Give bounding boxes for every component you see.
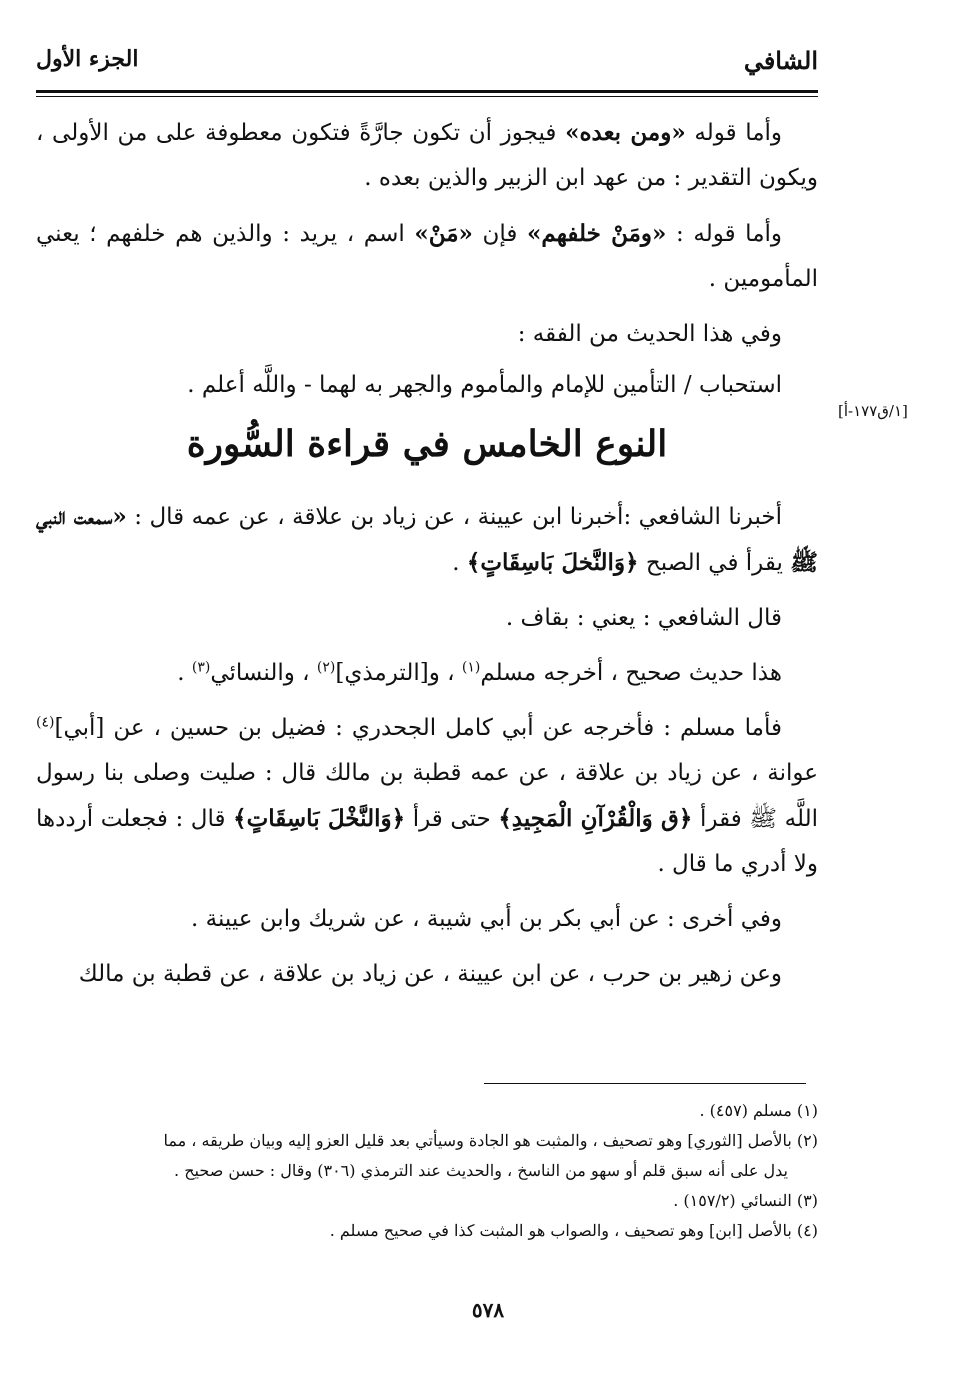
footnote-2-line-2: يدل على أنه سبق قلم أو سهو من الناسخ ، والحديث عند الترمذي (٣٠٦) وقال : حسن صحيح . bbox=[174, 1161, 788, 1180]
section-title: النوع الخامس في قراءة السُّورة bbox=[186, 423, 668, 465]
footnote-1: (١) مسلم (٤٥٧) . bbox=[699, 1101, 818, 1120]
text-run: قال : فجعلت أرددها ولا أدري ما قال . bbox=[36, 806, 818, 877]
text-run: ، والنسائي bbox=[210, 660, 310, 686]
footnote-separator bbox=[484, 1083, 806, 1084]
text-run: فإن bbox=[482, 221, 518, 247]
quran-verse: ﴿وَالنَّخْلَ بَاسِقَاتٍ﴾ bbox=[233, 805, 406, 832]
text-run: . bbox=[177, 660, 185, 686]
header-rule-thick bbox=[36, 90, 818, 93]
footnote-2 bbox=[36, 1126, 818, 1186]
paragraph-9: وفي أخرى : عن أبي بكر بن أبي شيبة ، عن شريك وابن عيينة . bbox=[190, 906, 782, 932]
volume-label: الجزء الأول bbox=[36, 46, 139, 72]
manuscript-folio-note: [١/ق١٧٧-أ] bbox=[838, 402, 908, 420]
book-title: الشافي bbox=[743, 46, 818, 75]
quran-verse: ﴿وَالنَّخلَ بَاسِقَاتٍ﴾ bbox=[466, 549, 639, 576]
quoted-phrase: «مَنْ» bbox=[414, 220, 473, 247]
footnotes bbox=[36, 1096, 818, 1246]
paragraph-6: قال الشافعي : يعني : بقاف . bbox=[505, 605, 782, 631]
text-run: يقرأ في الصبح bbox=[645, 550, 783, 576]
footnote-ref[interactable]: (٣) bbox=[191, 659, 211, 676]
text-run: وأما قوله : bbox=[676, 221, 783, 247]
footnote-4: (٤) بالأصل [ابن] وهو تصحيف ، والصواب هو المثبت كذا في صحيح مسلم . bbox=[329, 1221, 818, 1240]
paragraph-3: وفي هذا الحديث من الفقه : bbox=[517, 321, 782, 347]
text-run: ، و[الترمذي] bbox=[335, 660, 455, 686]
text-run: وأما قوله bbox=[694, 120, 783, 146]
text-run: هذا حديث صحيح ، أخرجه مسلم bbox=[480, 660, 782, 686]
footnote-2-line-1: (٢) بالأصل [الثوري] وهو تصحيف ، والمثبت هو الجادة وسيأتي بعد قليل العزو إليه وبيان طريقه ، مما bbox=[163, 1131, 818, 1150]
text-run: فأما مسلم : فأخرجه عن أبي كامل الجحدري : فضيل بن حسين ، عن [أبي] bbox=[54, 715, 782, 741]
page-number: ٥٧٨ bbox=[471, 1298, 505, 1322]
paragraph-1 bbox=[36, 110, 818, 201]
text-run: . bbox=[452, 550, 460, 576]
paragraph-7 bbox=[36, 651, 818, 696]
quoted-phrase: «ومَنْ خلفهم» bbox=[527, 220, 667, 247]
paragraph-4: استحباب / التأمين للإمام والمأموم والجهر به لهما - واللَّه أعلم . bbox=[187, 372, 782, 398]
footnote-ref[interactable]: (١) bbox=[461, 659, 481, 676]
footnote-ref[interactable]: (٤) bbox=[36, 714, 55, 731]
quran-verse: ﴿ق وَالْقُرْآنِ الْمَجِيدِ﴾ bbox=[498, 805, 693, 832]
paragraph-2 bbox=[36, 211, 818, 302]
hadith-quote: «سمعت النبي ﷺ bbox=[36, 503, 818, 576]
paragraph-5 bbox=[36, 494, 818, 586]
text-run: أخبرنا الشافعي :أخبرنا ابن عيينة ، عن زياد بن علاقة ، عن عمه قال : bbox=[134, 504, 783, 530]
quoted-phrase: «ومن بعده» bbox=[565, 119, 686, 146]
footnote-ref[interactable]: (٢) bbox=[316, 659, 336, 676]
text-run: عوانة ، عن زياد بن علاقة ، عن عمه قطبة بن مالك قال : صليت وصلى بنا رسول اللَّه ﷺ فقرأ bbox=[36, 760, 819, 832]
text-run: حتى قرأ bbox=[412, 806, 491, 832]
header-rule-thin bbox=[36, 96, 818, 97]
text-run: فيجوز أن تكون جارَّةً فتكون معطوفة على من الأولى ، ويكون التقدير : من عهد ابن الزبير والذين بعده . bbox=[36, 120, 818, 191]
text-run: اسم ، يريد : والذين هم خلفهم ؛ يعني المأمومين . bbox=[36, 221, 818, 292]
page-header bbox=[36, 40, 818, 92]
paragraph-8 bbox=[36, 706, 818, 887]
footnote-3: (٣) النسائي (١٥٧/٢) . bbox=[673, 1191, 818, 1210]
main-text bbox=[36, 110, 818, 1007]
paragraph-10: وعن زهير بن حرب ، عن ابن عيينة ، عن زياد بن علاقة ، عن قطبة بن مالك bbox=[78, 961, 782, 987]
